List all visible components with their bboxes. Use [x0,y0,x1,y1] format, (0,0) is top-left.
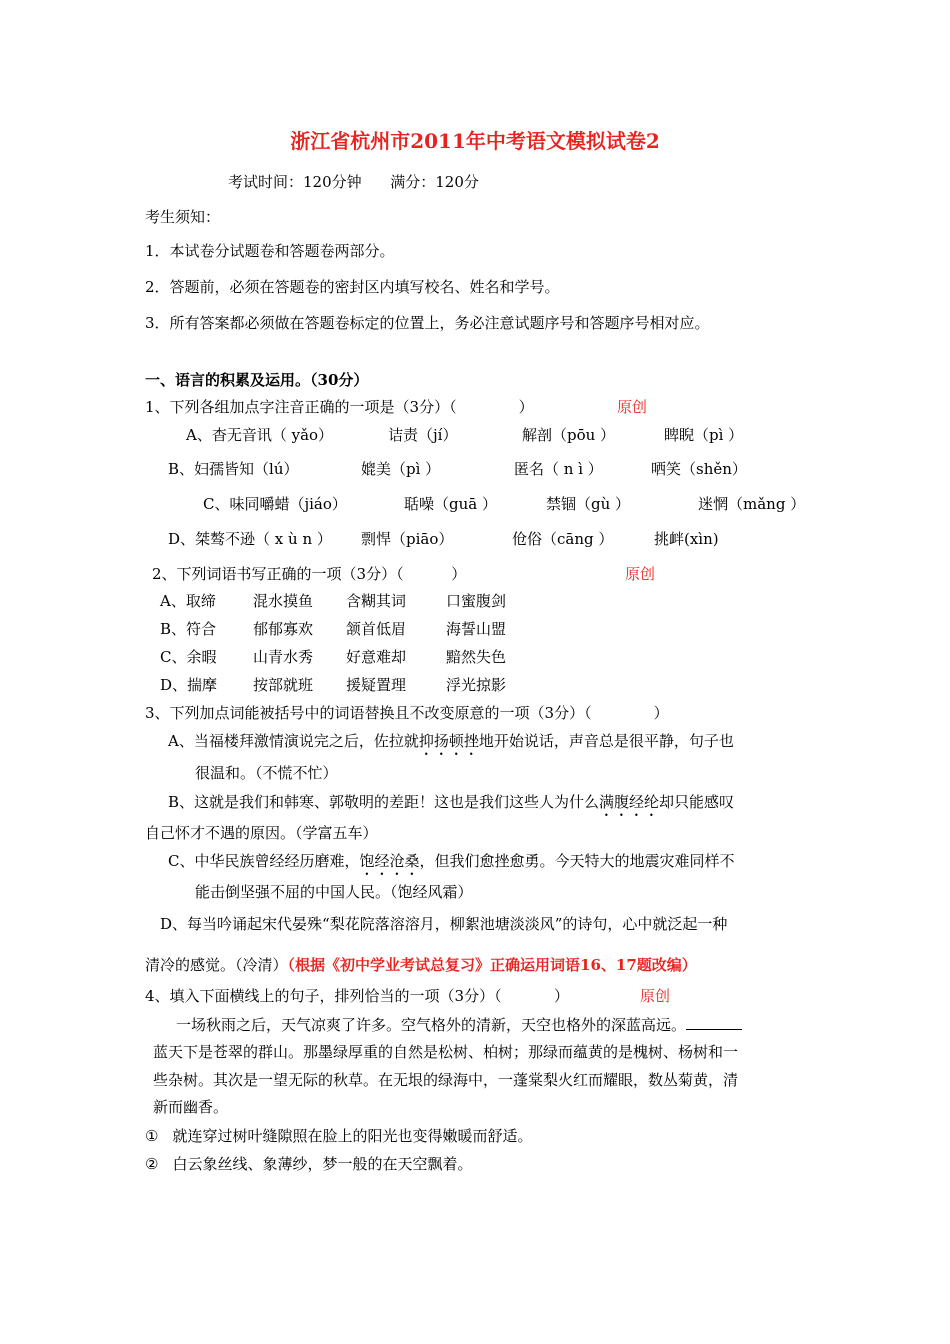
q2-b-3: 颔首低眉 [346,620,407,638]
q1-c-2: 聒噪（guā ） [404,495,497,513]
q2-c-2: 山青水秀 [253,648,314,666]
q4-option-2-text: 白云象丝线、象薄纱，梦一般的在天空飘着。 [172,1155,473,1173]
q3-c-dotted: 饱经沧桑 [359,852,420,870]
q3-d-line2 [145,955,697,975]
q1-b-4: 哂笑（shěn） [651,460,747,478]
q3-c-line2: 能击倒坚强不屈的中国人民。（饱经风霜） [195,883,473,901]
q1-c-3: 禁锢（gù ） [546,495,631,513]
q3-c-text-2: ，但我们愈挫愈勇。今天特大的地震灾难同样不 [419,852,735,870]
q2-d-2: 按部就班 [253,676,314,694]
notice-1: 1．本试卷分试题卷和答题卷两部分。 [145,242,395,260]
q1-c-4: 迷惘（mǎng ） [698,495,806,513]
q2-d-3: 援疑置理 [346,676,407,694]
q4-tag: 原创 [640,987,671,1005]
q3-option-a [168,731,734,759]
q1-a-2: 诘责（jí） [388,426,458,444]
notice-2: 2．答题前，必须在答题卷的密封区内填写校名、姓名和学号。 [145,278,560,296]
q2-d-1: D、揣摩 [160,676,218,694]
q2-b-4: 海誓山盟 [446,620,507,638]
q1-d-2: 剽悍（piāo） [361,530,454,548]
q2-a-2: 混水摸鱼 [253,592,314,610]
q3-a-text-2: 地开始说话，声音总是很平静，句子也 [478,732,734,750]
q3-c-text-1: C、中华民族曾经经历磨难， [168,852,360,870]
q3-d-text: 清冷的感觉。（冷清） [145,956,288,974]
q1-stem: 1、下列各组加点字注音正确的一项是（3分）（ ） [145,398,534,416]
q3-option-b [168,792,734,820]
q3-a-text-1: A、当福楼拜激情演说完之后，佐拉就 [168,732,419,750]
q2-c-4: 黯然失色 [446,648,507,666]
q2-a-3: 含糊其词 [346,592,407,610]
section-heading: 一、语言的积累及运用。（30分） [145,371,369,389]
q3-b-text-2: 却只能感叹 [659,793,735,811]
q2-c-1: C、余暇 [160,648,217,666]
q2-tag: 原创 [625,565,656,583]
q2-c-3: 好意难却 [346,648,407,666]
q1-tag: 原创 [617,398,648,416]
q2-stem: 2、下列词语书写正确的一项（3分）（ ） [152,565,467,583]
q2-a-1: A、取缔 [160,592,216,610]
q3-b-dotted: 满腹经纶 [599,793,660,811]
q4-blank[interactable] [686,1015,742,1030]
q4-para-line-2: 蓝天下是苍翠的群山。那墨绿厚重的自然是松树、柏树；那绿而蕴黄的是槐树、杨树和一 [153,1043,739,1061]
q4-para-line-3: 些杂树。其次是一望无际的秋草。在无垠的绿海中，一蓬棠梨火红而耀眼，数丛菊黄，清 [153,1071,739,1089]
q1-a-1: A、杳无音讯（ yǎo） [186,426,334,444]
q4-para-line-4: 新而幽香。 [153,1098,229,1116]
notice-heading: 考生须知： [145,208,221,226]
q2-b-1: B、符合 [160,620,217,638]
q4-para-line-1 [176,1015,742,1035]
q1-b-2: 媲美（pì ） [361,460,441,478]
q3-b-text-1: B、这就是我们和韩寒、郭敬明的差距！这也是我们这些人为什么 [168,793,600,811]
q2-a-4: 口蜜腹剑 [446,592,507,610]
q4-option-2-mark: ② [145,1155,159,1173]
exam-info: 考试时间：120分钟 满分：120分 [228,173,479,191]
q3-a-line2: 很温和。（不慌不忙） [195,764,338,782]
q3-a-dotted: 抑扬顿挫 [418,732,479,750]
q3-stem: 3、下列加点词能被括号中的词语替换且不改变原意的一项（3分）（ ） [145,704,669,722]
q1-a-3: 解剖（pōu ） [522,426,616,444]
q1-c-1: C、味同嚼蜡（jiáo） [203,495,347,513]
q4-option-2 [145,1154,472,1174]
doc-title: 浙江省杭州市2011年中考语文模拟试卷2 [290,129,660,153]
q4-option-1 [145,1126,532,1146]
q2-d-4: 浮光掠影 [446,676,507,694]
q3-option-c [168,851,735,879]
q1-d-1: D、桀骜不逊（ x ù n ） [168,530,332,548]
q1-b-1: B、妇孺皆知（lú） [168,460,299,478]
q4-option-1-text: 就连穿过树叶缝隙照在脸上的阳光也变得嫩暖而舒适。 [172,1127,533,1145]
q1-b-3: 匿名（ n ì ） [514,460,603,478]
q1-a-4: 睥睨（pì ） [664,426,744,444]
q3-b-line2: 自己怀才不遇的原因。（学富五车） [145,824,378,842]
q4-stem: 4、填入下面横线上的句子，排列恰当的一项（3分）（ ） [145,987,570,1005]
q2-b-2: 郁郁寡欢 [253,620,314,638]
q3-option-d: D、每当吟诵起宋代晏殊“梨花院落溶溶月，柳絮池塘淡淡风”的诗句，心中就泛起一种 [160,915,728,933]
q1-d-4: 挑衅(xìn) [654,530,719,548]
q1-d-3: 伧俗（cāng ） [512,530,614,548]
q4-para-text-1: 一场秋雨之后，天气凉爽了许多。空气格外的清新，天空也格外的深蓝高远。 [176,1016,687,1034]
notice-3: 3．所有答案都必须做在答题卷标定的位置上，务必注意试题序号和答题序号相对应。 [145,314,710,332]
q3-source-note: （根据《初中学业考试总复习》正确运用词语16、17题改编） [287,956,697,974]
q4-option-1-mark: ① [145,1127,159,1145]
